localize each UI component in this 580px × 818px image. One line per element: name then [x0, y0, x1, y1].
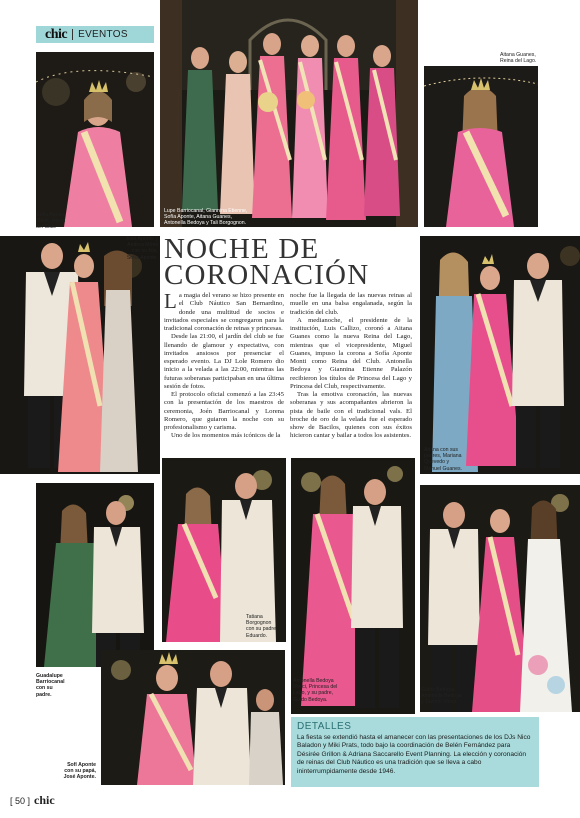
caption-guadalupe: Guadalupe Barriocanal con su padre. — [36, 673, 65, 698]
detalles-box — [291, 717, 539, 787]
caption-antonella: Antonella Bedoya Vierci, Princesa del Lago, y su padre, Guido Bedoya. — [293, 678, 338, 703]
headline-line-1: NOCHE DE — [164, 233, 320, 265]
caption-aponte-family: José Aponte y Andrea Monti con su hija, Sofía Aponte. — [125, 236, 158, 261]
caption-sofia-queen: Sofía Aponte Monti, Reina del Club. — [36, 212, 66, 231]
photo-aitana-queen — [424, 66, 538, 227]
caption-bedoya-family: Guido Bedoya, Antonella Bedoya y Jazmín Vierci. — [421, 687, 462, 706]
footer-logo: chic — [34, 793, 55, 807]
photo-sofia-queen — [36, 52, 154, 227]
page-footer — [10, 793, 55, 808]
detalles-title: DETALLES — [297, 721, 352, 732]
photo-bedoya-family — [420, 485, 580, 712]
photo-guadalupe-dance — [36, 483, 154, 667]
caption-queens-group: Lupe Barriocanal, Giannina Etienne, Sofía Aponte, Aitana Guanes, Antonella Bedoya y Tali Borgognon. — [164, 208, 248, 227]
photo-queens-group — [160, 0, 418, 227]
photo-sofi-dad-dance — [101, 650, 285, 785]
caption-aitana-queen: Aitana Guanes, Reina del Lago. — [500, 52, 537, 65]
drop-cap: L — [164, 289, 177, 313]
headline-line-2: CORONACIÓN — [164, 259, 370, 291]
magazine-logo: chic — [45, 26, 68, 42]
caption-tatiana: Tatiana Borgognon con su padre, Eduardo. — [246, 614, 278, 639]
photo-aponte-family — [0, 236, 160, 474]
page-number: [ 50 ] — [10, 795, 31, 806]
detalles-text: La fiesta se extendió hasta el amanecer con las presentaciones de los DJs Nico Baladon y Miki Prats, todo bajo la coordinación de Belén Fernández para Désirée Grillon & Adriana Saccarello Event Planning. La elección y coronación de reinas del Club Náutico es una tradición que se lleva a cabo ininterrumpidamente desde 1946. — [297, 734, 531, 775]
caption-aitana-parents: Aitana con sus padres, Mariana Quevedo y Manuel Guanes. — [424, 447, 463, 472]
caption-sofi-dad: Sofí Aponte con su papá, José Aponte. — [63, 762, 96, 781]
section-header — [36, 26, 154, 43]
photo-aitana-parents — [420, 236, 580, 474]
article-column-2: noche fue la llegada de las nuevas reinas al muelle en una balsa engalanada, según la tradición del club. A medianoche, el presidente de la institución, Luis Callizo, coronó a Aitana Guanes como la nueva Reina del Lago, mientras que el vicepresidente, Miguel Guanes, impuso la corona a Sofía Aponte Monti como Reina del Club. Antonella Bedoya y Giannina Etienne Palazón recibieron los títulos de Princesa del Lago y Princesa del Club, respectivamente. Tras la emotiva coronación, las nuevas soberanas y sus acompañantes abrieron la pista de baile con el tradicional vals. El broche de oro de la velada fue el esperado show de Bacilos, quienes con sus éxitos hicieron cantar y bailar a todos los asistentes. — [290, 292, 412, 440]
section-title: EVENTOS — [78, 29, 128, 40]
photo-antonella-dance — [291, 458, 415, 714]
article-headline — [164, 233, 404, 291]
article-column-1: La magia del verano se hizo presente en el Club Náutico San Bernardino, donde una multitud de socios e invitados especiales se congregaron para la tradicional coronación de reinas y princesas. Desde las 21:00, el jardín del club se fue llenando de glamour y expectativa, con invitados ansiosos por presenciar el esperado evento. La DJ Lole Romero dio inicio a la velada a las 22:00, mientras las futuras soberanas participaban en una última sesión de fotos. El protocolo oficial comenzó a las 23:45 con la presentación de los maestros de ceremonia, Joén Barriocanal y Lorena Romero, que guiaron la noche con su profesionalismo y carisma. Uno de los momentos más icónicos de la — [164, 289, 284, 440]
header-divider — [72, 29, 73, 40]
